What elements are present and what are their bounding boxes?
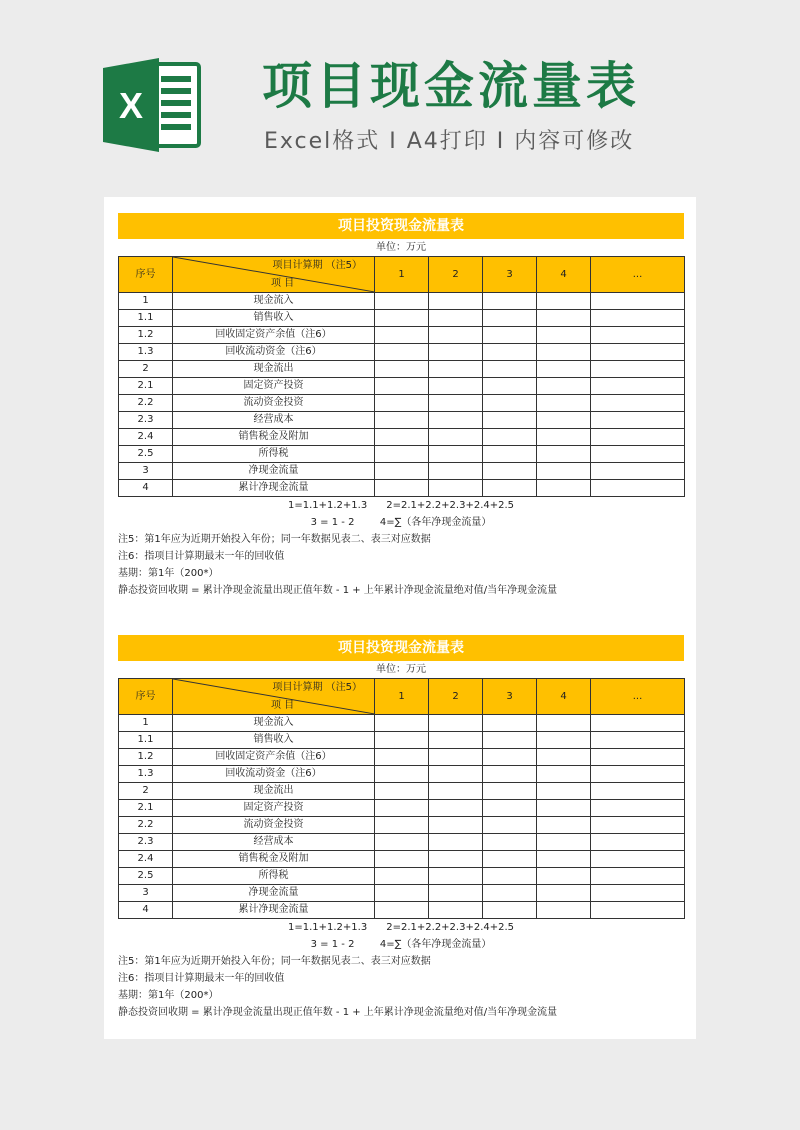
cell[interactable] [537, 800, 591, 817]
header-period-more: ... [591, 257, 685, 293]
cell[interactable] [429, 378, 483, 395]
cell[interactable] [375, 766, 429, 783]
page-header [0, 0, 800, 190]
cell[interactable] [429, 715, 483, 732]
cell[interactable] [537, 429, 591, 446]
cell[interactable] [591, 817, 685, 834]
cell[interactable] [537, 293, 591, 310]
table-row [119, 817, 685, 834]
cell[interactable] [429, 885, 483, 902]
note-base-year: 基期：第1年（200*） [118, 990, 219, 1001]
row-item: 经营成本 [173, 834, 375, 851]
row-no: 2 [119, 361, 173, 378]
cell[interactable] [375, 715, 429, 732]
cell[interactable] [375, 429, 429, 446]
row-no: 4 [119, 902, 173, 919]
cell[interactable] [375, 749, 429, 766]
cell[interactable] [483, 749, 537, 766]
table-row [119, 412, 685, 429]
row-item: 累计净现金流量 [173, 480, 375, 497]
cell[interactable] [483, 310, 537, 327]
table-row [119, 715, 685, 732]
row-item: 现金流入 [173, 715, 375, 732]
note-5: 注5：第1年应为近期开始投入年份；同一年数据见表二、表三对应数据 [118, 956, 431, 967]
cell[interactable] [483, 327, 537, 344]
header-period-1: 1 [375, 257, 429, 293]
row-item: 现金流出 [173, 783, 375, 800]
cell[interactable] [483, 834, 537, 851]
row-item: 固定资产投资 [173, 800, 375, 817]
row-no: 1 [119, 293, 173, 310]
cell[interactable] [537, 361, 591, 378]
cell[interactable] [375, 446, 429, 463]
cell[interactable] [375, 395, 429, 412]
cell[interactable] [375, 783, 429, 800]
cell[interactable] [591, 480, 685, 497]
header-diagonal-cell [173, 679, 375, 715]
cell[interactable] [483, 732, 537, 749]
cell[interactable] [591, 327, 685, 344]
cell[interactable] [429, 344, 483, 361]
cell[interactable] [591, 766, 685, 783]
cell[interactable] [483, 800, 537, 817]
cell[interactable] [537, 446, 591, 463]
row-no: 1.3 [119, 766, 173, 783]
row-no: 2 [119, 783, 173, 800]
note-payback: 静态投资回收期 = 累计净现金流量出现正值年数 - 1 + 上年累计净现金流量绝对值/当年净现金流量 [118, 1007, 558, 1018]
unit-label: 单位：万元 [376, 664, 426, 675]
cell[interactable] [429, 766, 483, 783]
row-no: 1.2 [119, 749, 173, 766]
header-item-label: 项 目 [271, 700, 295, 711]
cell[interactable] [537, 902, 591, 919]
note-base-year: 基期：第1年（200*） [118, 568, 219, 579]
notes-block [118, 919, 684, 1021]
row-item: 现金流出 [173, 361, 375, 378]
cell[interactable] [429, 480, 483, 497]
row-item: 流动资金投资 [173, 395, 375, 412]
cell[interactable] [537, 868, 591, 885]
header-item-label: 项 目 [271, 278, 295, 289]
cell[interactable] [483, 378, 537, 395]
page-title: 项目现金流量表 [262, 57, 640, 115]
cell[interactable] [429, 800, 483, 817]
header-seq: 序号 [119, 679, 173, 715]
row-no: 2.2 [119, 395, 173, 412]
row-no: 2.4 [119, 851, 173, 868]
document-paper [104, 197, 696, 1039]
row-no: 2.4 [119, 429, 173, 446]
note-payback: 静态投资回收期 = 累计净现金流量出现正值年数 - 1 + 上年累计净现金流量绝对值/当年净现金流量 [118, 585, 558, 596]
cell[interactable] [375, 463, 429, 480]
row-no: 3 [119, 885, 173, 902]
cell[interactable] [429, 429, 483, 446]
cell[interactable] [537, 310, 591, 327]
cell[interactable] [483, 395, 537, 412]
cell[interactable] [429, 463, 483, 480]
row-no: 2.3 [119, 834, 173, 851]
note-5: 注5：第1年应为近期开始投入年份；同一年数据见表二、表三对应数据 [118, 534, 431, 545]
cell[interactable] [537, 851, 591, 868]
formula-line-1: 1=1.1+1.2+1.3 2=2.1+2.2+2.3+2.4+2.5 [287, 500, 515, 511]
row-item: 经营成本 [173, 412, 375, 429]
table-row [119, 783, 685, 800]
row-item: 回收流动资金（注6） [173, 766, 375, 783]
table-row [119, 480, 685, 497]
cell[interactable] [483, 715, 537, 732]
table-row [119, 732, 685, 749]
cell[interactable] [483, 885, 537, 902]
table-row [119, 749, 685, 766]
row-no: 1.1 [119, 310, 173, 327]
row-no: 2.1 [119, 800, 173, 817]
cell[interactable] [591, 361, 685, 378]
row-no: 1.3 [119, 344, 173, 361]
cell[interactable] [591, 800, 685, 817]
header-period-4: 4 [537, 679, 591, 715]
header-period-label: 项目计算期 （注5） [272, 682, 362, 693]
cell[interactable] [375, 378, 429, 395]
table-row [119, 310, 685, 327]
note-6: 注6：指项目计算期最末一年的回收值 [118, 973, 285, 984]
cell[interactable] [375, 327, 429, 344]
cell[interactable] [429, 902, 483, 919]
cell[interactable] [483, 783, 537, 800]
cell[interactable] [429, 310, 483, 327]
cashflow-section-2 [118, 635, 684, 1021]
cell[interactable] [375, 885, 429, 902]
row-no: 2.2 [119, 817, 173, 834]
cell[interactable] [591, 885, 685, 902]
cell[interactable] [375, 817, 429, 834]
row-item: 销售收入 [173, 732, 375, 749]
table-row [119, 834, 685, 851]
cell[interactable] [483, 902, 537, 919]
row-item: 销售税金及附加 [173, 851, 375, 868]
table-header-row [119, 257, 685, 293]
cell[interactable] [483, 361, 537, 378]
row-no: 2.3 [119, 412, 173, 429]
cashflow-table [118, 256, 685, 497]
row-item: 固定资产投资 [173, 378, 375, 395]
table-row [119, 429, 685, 446]
table-row [119, 766, 685, 783]
cell[interactable] [537, 715, 591, 732]
unit-label: 单位：万元 [376, 242, 426, 253]
row-item: 流动资金投资 [173, 817, 375, 834]
cell[interactable] [537, 766, 591, 783]
cell[interactable] [429, 817, 483, 834]
header-diagonal-cell [173, 257, 375, 293]
cell[interactable] [375, 412, 429, 429]
row-no: 2.1 [119, 378, 173, 395]
cell[interactable] [537, 480, 591, 497]
row-item: 回收固定资产余值（注6） [173, 749, 375, 766]
row-item: 回收固定资产余值（注6） [173, 327, 375, 344]
table-row [119, 885, 685, 902]
cell[interactable] [429, 783, 483, 800]
row-item: 销售税金及附加 [173, 429, 375, 446]
cell[interactable] [375, 902, 429, 919]
cell[interactable] [537, 732, 591, 749]
table-row [119, 868, 685, 885]
row-no: 1.2 [119, 327, 173, 344]
cell[interactable] [375, 344, 429, 361]
page-subtitle: Excel格式 I A4打印 I 内容可修改 [264, 129, 635, 154]
cell[interactable] [591, 412, 685, 429]
cell[interactable] [591, 378, 685, 395]
cell[interactable] [375, 480, 429, 497]
cell[interactable] [429, 732, 483, 749]
cell[interactable] [375, 361, 429, 378]
row-item: 销售收入 [173, 310, 375, 327]
section-title: 项目投资现金流量表 [118, 213, 684, 239]
cell[interactable] [375, 732, 429, 749]
cell[interactable] [429, 327, 483, 344]
row-item: 净现金流量 [173, 463, 375, 480]
header-period-3: 3 [483, 257, 537, 293]
cell[interactable] [591, 446, 685, 463]
cell[interactable] [537, 885, 591, 902]
cell[interactable] [591, 902, 685, 919]
table-header-row [119, 679, 685, 715]
cell[interactable] [429, 749, 483, 766]
cell[interactable] [483, 766, 537, 783]
cell[interactable] [483, 446, 537, 463]
cell[interactable] [483, 817, 537, 834]
cell[interactable] [537, 344, 591, 361]
row-no: 3 [119, 463, 173, 480]
row-item: 净现金流量 [173, 885, 375, 902]
cell[interactable] [375, 310, 429, 327]
header-period-3: 3 [483, 679, 537, 715]
cell[interactable] [429, 851, 483, 868]
row-item: 回收流动资金（注6） [173, 344, 375, 361]
cell[interactable] [375, 800, 429, 817]
section-title: 项目投资现金流量表 [118, 635, 684, 661]
cell[interactable] [537, 783, 591, 800]
cell[interactable] [483, 868, 537, 885]
cell[interactable] [429, 446, 483, 463]
cell[interactable] [591, 463, 685, 480]
cell[interactable] [429, 293, 483, 310]
row-no: 4 [119, 480, 173, 497]
cell[interactable] [591, 834, 685, 851]
cell[interactable] [483, 429, 537, 446]
cashflow-table [118, 678, 685, 919]
row-item: 所得税 [173, 446, 375, 463]
header-period-label: 项目计算期 （注5） [272, 260, 362, 271]
header-period-2: 2 [429, 679, 483, 715]
table-row [119, 446, 685, 463]
table-row [119, 378, 685, 395]
cell[interactable] [375, 851, 429, 868]
cell[interactable] [429, 868, 483, 885]
cell[interactable] [483, 851, 537, 868]
row-item: 所得税 [173, 868, 375, 885]
row-no: 1 [119, 715, 173, 732]
cell[interactable] [429, 412, 483, 429]
note-6: 注6：指项目计算期最末一年的回收值 [118, 551, 285, 562]
header-period-2: 2 [429, 257, 483, 293]
formula-line-2: 3 = 1 - 2 4=∑（各年净现金流量） [310, 517, 492, 528]
cell[interactable] [375, 868, 429, 885]
notes-block [118, 497, 684, 599]
cell[interactable] [591, 429, 685, 446]
row-item: 累计净现金流量 [173, 902, 375, 919]
cell[interactable] [591, 715, 685, 732]
cell[interactable] [591, 395, 685, 412]
cell[interactable] [591, 868, 685, 885]
cell[interactable] [537, 395, 591, 412]
cell[interactable] [429, 395, 483, 412]
cell[interactable] [591, 344, 685, 361]
cell[interactable] [483, 480, 537, 497]
cell[interactable] [591, 293, 685, 310]
cell[interactable] [537, 834, 591, 851]
table-row [119, 851, 685, 868]
cell[interactable] [591, 310, 685, 327]
logo-letter: X [118, 85, 144, 126]
table-row [119, 344, 685, 361]
cell[interactable] [591, 783, 685, 800]
cell[interactable] [429, 361, 483, 378]
excel-logo-icon [103, 58, 201, 152]
cell[interactable] [483, 344, 537, 361]
header-period-more: ... [591, 679, 685, 715]
cell[interactable] [483, 293, 537, 310]
cell[interactable] [537, 412, 591, 429]
row-no: 2.5 [119, 446, 173, 463]
row-no: 2.5 [119, 868, 173, 885]
cell[interactable] [375, 293, 429, 310]
header-period-4: 4 [537, 257, 591, 293]
cashflow-section-1 [118, 213, 684, 599]
cell[interactable] [591, 749, 685, 766]
cell[interactable] [591, 851, 685, 868]
cell[interactable] [537, 463, 591, 480]
cell[interactable] [591, 732, 685, 749]
cell[interactable] [429, 834, 483, 851]
table-row [119, 902, 685, 919]
cell[interactable] [537, 378, 591, 395]
cell[interactable] [537, 817, 591, 834]
table-row [119, 361, 685, 378]
table-row [119, 395, 685, 412]
formula-line-1: 1=1.1+1.2+1.3 2=2.1+2.2+2.3+2.4+2.5 [287, 922, 515, 933]
table-row [119, 463, 685, 480]
formula-line-2: 3 = 1 - 2 4=∑（各年净现金流量） [310, 939, 492, 950]
table-row [119, 327, 685, 344]
table-row [119, 800, 685, 817]
row-no: 1.1 [119, 732, 173, 749]
header-seq: 序号 [119, 257, 173, 293]
header-period-1: 1 [375, 679, 429, 715]
cell[interactable] [537, 749, 591, 766]
cell[interactable] [537, 327, 591, 344]
row-item: 现金流入 [173, 293, 375, 310]
table-row [119, 293, 685, 310]
cell[interactable] [483, 463, 537, 480]
cell[interactable] [483, 412, 537, 429]
cell[interactable] [375, 834, 429, 851]
